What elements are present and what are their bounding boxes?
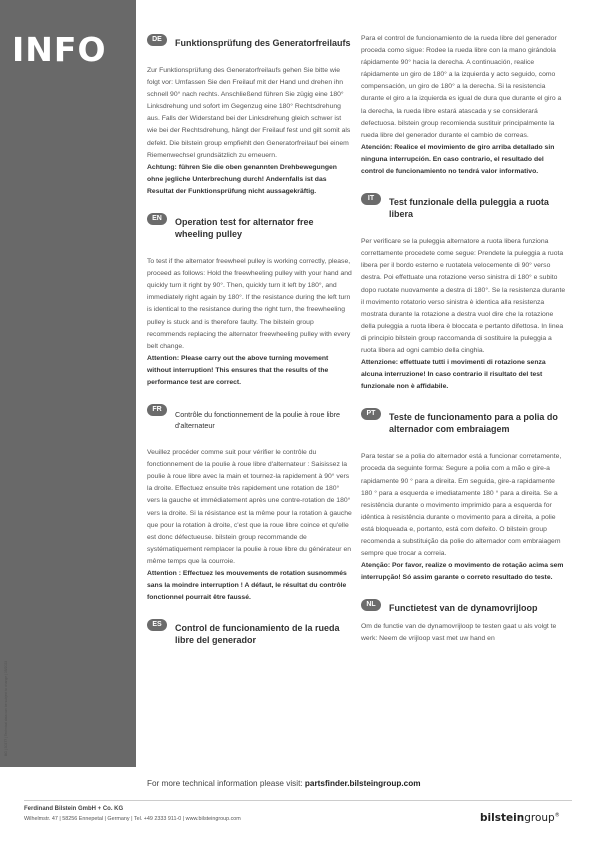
section-note: Attenzione: effettuate tutti i movimenti di rotazione senza alcuna interruzione! In caso contrario il risultato del test funzionale non è affidabile. [361,359,546,391]
section-title: Funktionsprüfung des Generatorfreilaufs [175,38,351,48]
company-address: Wilhelmstr. 47 | 58256 Ennepetal | Germany | Tel. +49 2333 911-0 | www.bilsteingroup.com [24,816,241,822]
section-es-continued [361,33,566,178]
section-note: Atenção: Por favor, realize o movimento de rotação acima sem interrupção! Só assim garante o correto resultado do teste. [361,562,564,582]
side-band [0,0,136,767]
bilsteingroup-logo [480,812,560,824]
section-header [147,33,352,49]
section-title: Test funzionale della puleggia a ruota libera [389,197,549,220]
section-title: Contrôle du fonctionnement de la poulie à roue libre d'alternateur [175,410,341,431]
section-body: Veuillez procéder comme suit pour vérifier le contrôle du fonctionnement de la poulie à roue libre d'alternateur : Saisissez la poulie à roue libre avec la main et tournez-la rapidement à 90° vers la droite. Effectuez ensuite très rapidement une rotation de 180° vers la gauche et immédiatement après une contre-rotation de 180° vers la droite. Si la résistance est la même pour la rotation à gauche que pour la rotation à droite, c'est que la roue libre coince et qu'elle est donc défectueuse. bilstein group recommande de systématiquement remplacer la poulie à roue libre du générateur en même temps que la courroie. [147,449,352,565]
section-nl [361,598,566,645]
language-badge: NL [361,599,381,611]
language-badge: EN [147,213,167,225]
section-body: Om de functie van de dynamovrijloop te testen gaat u als volgt te werk: Neem de vrijloop vast met uw hand en [361,623,557,643]
section-note: Attention: Please carry out the above turning movement without interruption! This ensures that the results of the performance test are correct. [147,354,329,386]
section-fr [147,403,352,604]
section-body: Zur Funktionsprüfung des Generatorfreilaufs gehen Sie bitte wie folgt vor: Umfassen Sie den Freilauf mit der Hand und drehen ihn schnell 90° nach rechts. Anschließend führen Sie zügig eine 180° Linksdrehung und sofort im Gegenzug eine 180° Rechtsdrehung aus. Falls der Widerstand bei der Linksdrehung gleich schwer ist wie bei der Rechtsdrehung, hängt der Freilauf fest und gilt somit als defekt. Die bilstein group empfiehlt den Generatorfreilauf bei einem Riemenwechsel grundsätzlich zu erneuern. [147,67,351,159]
section-header [361,598,566,614]
section-title: Teste de funcionamento para a polia do alternador com embraiagem [389,412,558,435]
section-note: Attention : Effectuez les mouvements de rotation susnommés sans la moindre interruption ! A défaut, le résultat du contrôle fonctionnel pourrait être faussé. [147,570,347,602]
footer-divider [24,800,572,801]
section-header [147,403,352,431]
right-column [361,33,566,660]
more-info-text: For more technical information please visit: [147,779,303,788]
section-note: Achtung: führen Sie die oben genannten Drehbewegungen ohne jegliche Unterbrechung durch! Andernfalls ist das Resultat der Funktionsprüfung nicht aussagekräftig. [147,163,337,195]
section-note: Atención: Realice el movimiento de giro arriba detallado sin ninguna interrupción. En caso contrario, el resultado del control de funcionamiento no tendrá valor informativo. [361,143,555,176]
section-header [147,618,352,646]
section-es [147,618,352,646]
section-body: Para testar se a polia do alternador está a funcionar corretamente, proceda da seguinte forma: Segure a polia com a mão e gire-a rapidamente 90 ° para a direita. Em seguida, gire-a rapidamente 180 ° para a esquerda e imediatamente 180 ° para a direita. Se a resistência durante o movimento imprimido para a esquerda for idêntica à resistência durante o movimento para a direita, a polie está bloqueada e, portanto, está com defeito. O bilstein group recomenda a substituição da polie do alternador com embraiagem sempre que trocar a correia. [361,453,562,558]
section-title: Operation test for alternator free wheeling pulley [175,217,314,240]
section-title: Control de funcionamiento de la rueda libre del generador [175,623,340,646]
partsfinder-link[interactable]: partsfinder.bilsteingroup.com [304,779,421,788]
side-note-text: BG | 30377 | Technical data can be subject to change | 05/2023 [4,660,8,756]
section-en [147,212,352,389]
section-body: Per verificare se la puleggia alternatore a ruota libera funziona correttamente procedete come segue: Prendete la puleggia a ruota libera per il bordo esterno e ruotatela velocemente di 90° verso destra. Poi effettuate una rotazione verso sinistra di 180° e subito dopo ruotate nuovamente a destra di 180°. Se la resistenza durante il movimento rotatorio verso sinistra è identica alla resistenza mostrata durante la rotazione a destra vuol dire che la rotazione della puleggia a ruota libera è bloccata e pertanto difettosa. In linea di principio bilstein group raccomanda di sostituire la puleggia a ruota libera ad ogni cambio della cinghia. [361,238,566,354]
section-header [361,407,566,435]
logo-light: group [524,812,555,824]
page-title: INFO [12,30,107,69]
section-header [361,192,566,220]
language-badge: PT [361,408,381,420]
company-name: Ferdinand Bilstein GmbH + Co. KG [24,806,124,812]
section-title: Functietest van de dynamovrijloop [389,603,538,614]
language-badge: FR [147,404,167,416]
section-it [361,192,566,393]
language-badge: DE [147,34,167,46]
section-pt [361,407,566,584]
language-badge: IT [361,193,381,205]
more-info-line [147,779,420,788]
language-badge: ES [147,619,167,631]
section-header [147,212,352,240]
logo-bold: bilstein [480,812,525,824]
left-column [147,33,352,660]
section-body: To test if the alternator freewheel pulley is working correctly, please, proceed as follows: Hold the freewheeling pulley with your hand and quickly turn it right by 90°. Then, quickly turn it left by 180°, and immediately right again by 180°. If the resistance during the left turn is identical to the resistance during the right turn, the freewheeling pulley is stuck and is therefore faulty. The bilstein group recommends replacing the alternator freewheeling pulley with every belt change. [147,258,352,350]
section-de [147,33,352,198]
logo-mark: ® [554,812,560,819]
section-body: Para el control de funcionamiento de la rueda libre del generador proceda como sigue: Rodee la rueda libre con la mano girándola rápidamente 90° hacia la derecha. A continuación, realice rápidamente un giro de 180° a la izquierda y acto seguido, como compensación, un giro de 180° a la derecha. Si la resistencia durante el giro a la izquierda es igual de dura que durante el giro a la derecha, la rueda libre estará atascada y se considerará defectuosa. bilstein group recomienda sustituir principalmente la rueda libre del generador durante el cambio de correas. [361,35,562,139]
side-note [0,640,10,760]
